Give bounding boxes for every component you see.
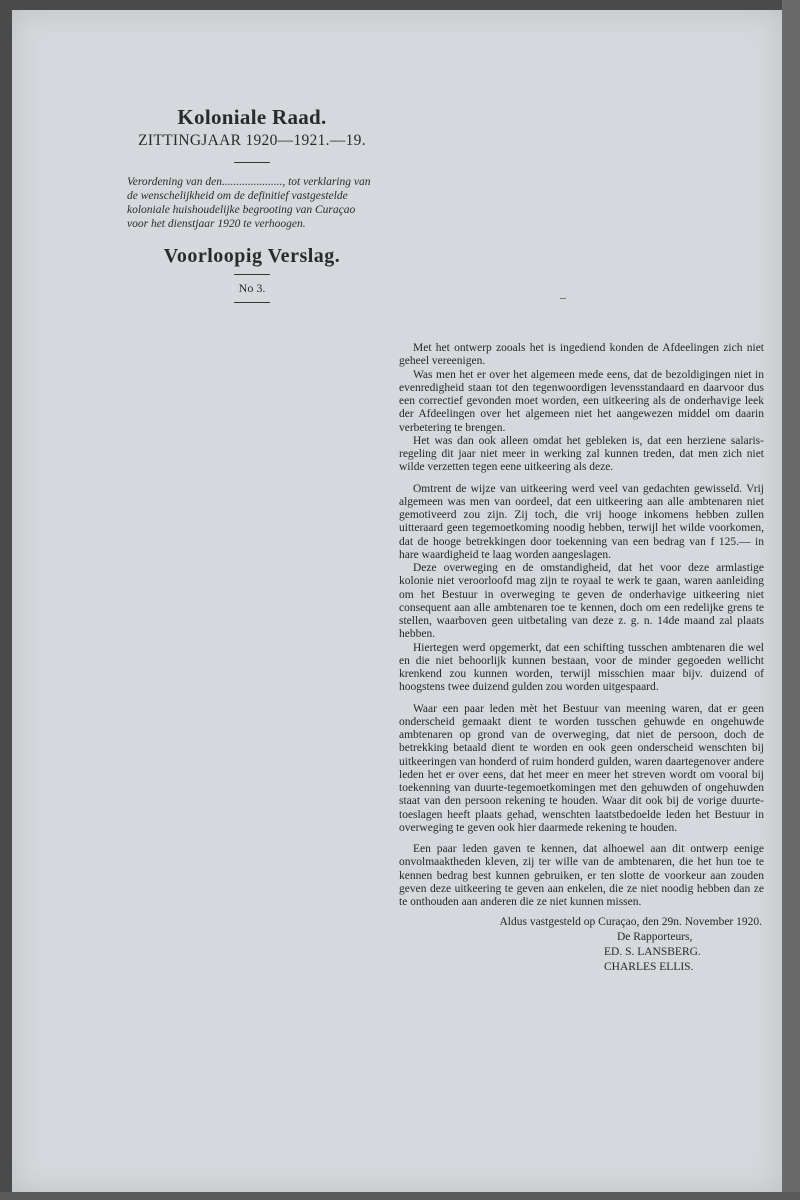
session-label: ZITTINGJAAR 1920—1921.—19. bbox=[138, 132, 366, 149]
paragraph: Met het ontwerp zooals het is ingediend konden de Afdeelingen zich niet geheel vereenigen. bbox=[399, 342, 764, 368]
divider bbox=[234, 274, 270, 275]
document-page bbox=[12, 10, 782, 1192]
divider bbox=[234, 162, 270, 163]
document-title: Koloniale Raad. bbox=[177, 105, 327, 129]
paragraph: Deze overweging en de omstandigheid, dat het voor deze armlastige kolonie niet veroorloofd mag zijn te royaal te werk te gaan, waren aanleiding om het Bestuur in overweging te geven de onderhavige uitkeering niet consequent aan alle ambtenaren toe te kennen, doch om een redelijke grens te stellen, waarboven geen uitbetaling van deze z. g. n. 14de maand zal plaats hebben. bbox=[399, 562, 764, 641]
scan-border bbox=[782, 0, 800, 1200]
report-heading: Voorloopig Verslag. bbox=[163, 245, 341, 267]
divider bbox=[234, 302, 270, 303]
stray-mark bbox=[560, 298, 566, 299]
paragraph: Omtrent de wijze van uitkeering werd veel van gedachten gewisseld. Vrij algemeen was men van oordeel, dat een uitkeering aan alle ambtenaren niet gemotiveerd zou zijn. Zij toch, die vrij hooge inkomens hebben zullen uitteraard geen tegemoetkoming noodig hebben, terwijl het wilde voorkomen, dat de hooge betrekkingen door toekenning van een bedrag van f 125.— in hare waardigheid te laag worden aangeslagen. bbox=[399, 482, 764, 561]
paragraph: Hiertegen werd opgemerkt, dat een schifting tusschen ambtenaren die wel en die niet behoorlijk kunnen bestaan, voor de minder gegoeden wellicht krenkend zou kunnen worden, terwijl misschien maar bijv. duizend of hoogstens twee duizend gulden zou worden uitgespaard. bbox=[399, 641, 764, 694]
closing-line: Aldus vastgesteld op Curaçao, den 29n. November 1920. bbox=[499, 916, 762, 929]
report-body bbox=[399, 342, 764, 975]
paragraph: Een paar leden gaven te kennen, dat alhoewel aan dit ontwerp eenige onvolmaaktheden kleven, zij ter wille van de ambtenaren, die het hun toe te kennen bedrag best kunnen gebruiken, er ten slotte de voorkeur aan zouden geven deze uitkeering te geven aan enkelen, die ze niet noodig hebben dan ze te onthouden aan anderen die ze niet kunnen missen. bbox=[399, 843, 764, 908]
scan-border bbox=[0, 1192, 800, 1200]
document-header bbox=[117, 105, 387, 303]
paragraph: Het was dan ook alleen omdat het gebleken is, dat een herziene salaris-regeling dit jaar niet meer in werking zal kunnen treden, dat men zich niet wilde verzetten tegen eene uitkeering als deze. bbox=[399, 434, 764, 474]
report-number: No 3. bbox=[238, 281, 266, 295]
paragraph: Was men het er over het algemeen mede eens, dat de bezoldigingen niet in evenredigheid staan tot den tegenwoordigen levensstandaard en daarvoor dus een correctief gevonden moet worden, een uitkeering als de onderhavige leek der Afdeelingen over het algemeen niet het aangewezen middel om daarin verbetering te brengen. bbox=[399, 368, 764, 434]
ordinance-subject: Verordening van den....................., tot verklaring van de wenschelijkheid om de definitief vastgestelde koloniale huishoudelijke begrooting van Curaçao voor het dienstjaar 1920 te verhoogen. bbox=[127, 176, 371, 230]
signature-name: CHARLES ELLIS. bbox=[604, 961, 694, 974]
paragraph: Waar een paar leden mèt het Bestuur van meening waren, dat er geen onderscheid gemaakt dient te worden tusschen gehuwde en ongehuwde ambtenaren op grond van de overweging, dat niet de persoon, doch de betrekking betaald dient te worden en ook geen onderscheid wenschten bij uitkeeringen van honderd of ruim honderd gulden, waren daartegenover andere leden het er over eens, dat het meer en meer het streven wordt om vooral bij toekenning van duurte-tegemoetkomingen met den gehuwden of ongehuwden staat van den persoon rekening te houden. Waar dit ook bij de vorige duurte-toeslagen heeft plaats gehad, wenschten laatstbedoelde leden het Bestuur in overweging te geven ook hier daarmede rekening te houden. bbox=[399, 702, 764, 834]
signature-name: ED. S. LANSBERG. bbox=[604, 946, 701, 959]
signature-role: De Rapporteurs, bbox=[617, 931, 693, 944]
